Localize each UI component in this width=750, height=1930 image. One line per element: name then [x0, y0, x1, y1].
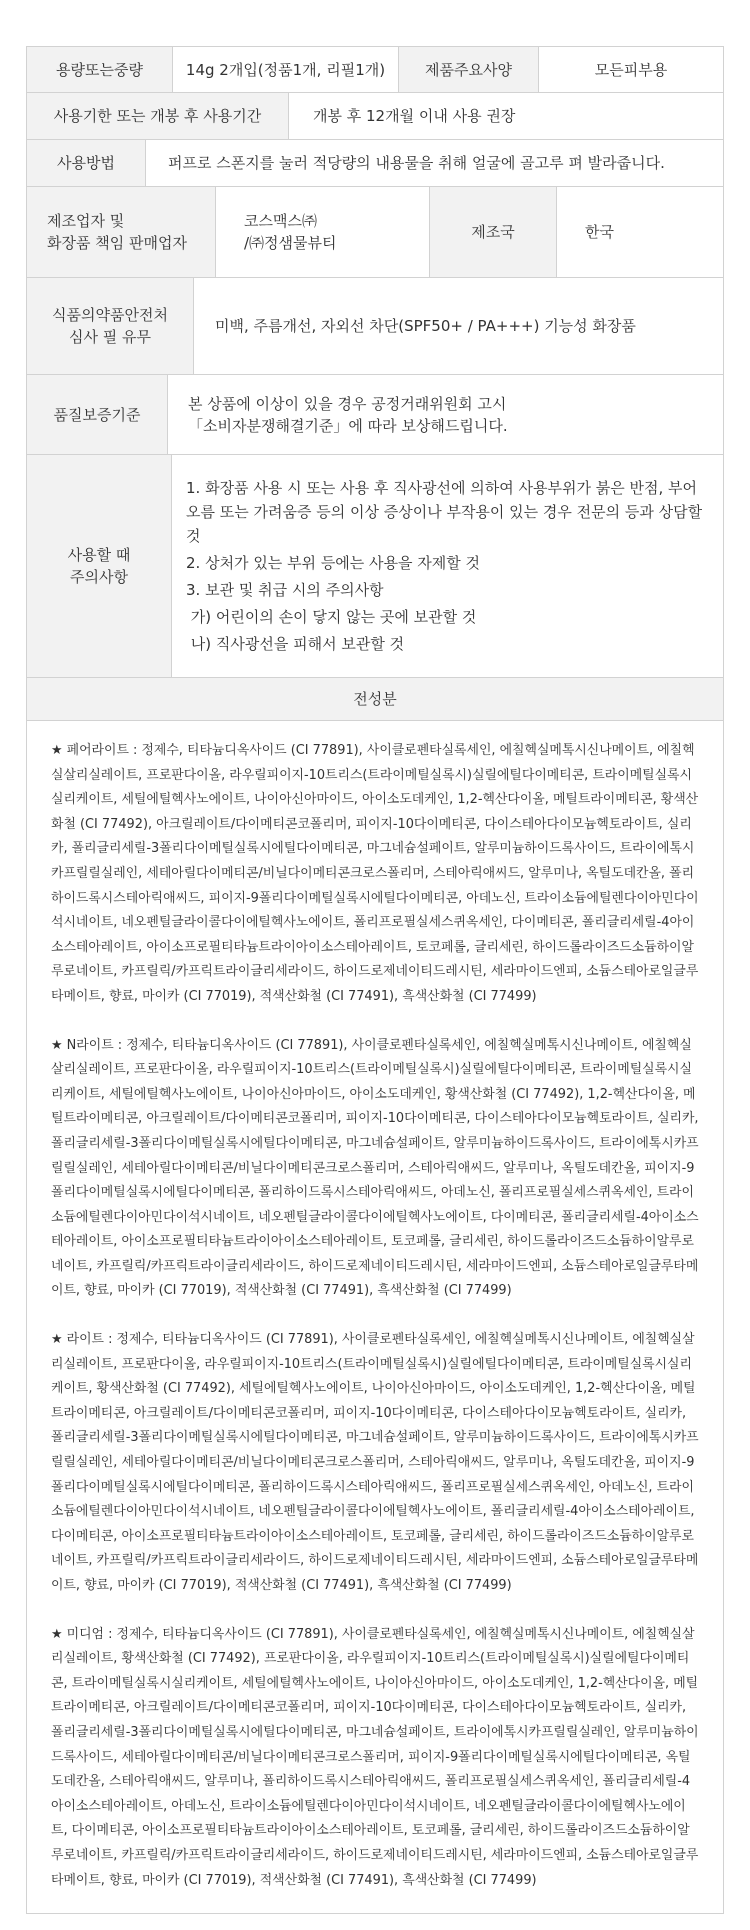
ingredients-n-light: ★ N라이트 : 정제수, 티타늄디옥사이드 (CI 77891), 사이클로펜타실록세인, 에칠헥실메톡시신나메이트, 에칠헥실살리실레이트, 프로판다이올, 라우릴피이지-10트리스(트라이메틸실록시)실릴에틸다이메티콘, 트라이메틸실록시실리케이트, 세틸에틸헥사노에이트, 나이아신아마이드, 아이소도데케인, 황색산화철 (CI 77492), 1,2-헥산다이올, 메틸트라이메티콘, 아크릴레이트/다이메티콘코폴리머, 피이지-10다이메티콘, 다이스테아다이모늄헥토라이트, 실리카, 폴리글리세릴-3폴리다이메틸실록시에틸다이메티콘, 마그네슘설페이트, 알루미늄하이드록사이드, 트라이에톡시카프릴릴실레인, 세테아릴다이메티콘/비닐다이메티콘크로스폴리머, 스테아릭애씨드, 알루미나, 옥틸도데칸올, 피이지-9폴리다이메틸실록시에틸다이메티콘, 폴리하이드록시스테아릭애씨드, 아데노신, 폴리프로필실세스퀴옥세인, 트라이소듐에틸렌다이아민다이석시네이트, 네오펜틸글라이콜다이에틸헥사노에이트, 다이메티콘, 폴리글리세릴-4아이소스테아레이트, 아이소프로필티타늄트라이아이소스테아레이트, 토코페롤, 글리세린, 하이드롤라이즈드소듐하이알루로네이트, 카프릴릭/카프릭트라이글리세라이드, 하이드로제네이티드레시틴, 세라마이드엔피, 소듐스테아로일글루타메이트, 향료, 마이카 (CI 77019), 적색산화철 (CI 77491), 흑색산화철 (CI 77499) — [51, 1037, 699, 1299]
caution-item-1: 1. 화장품 사용 시 또는 사용 후 직사광선에 의하여 사용부위가 붉은 반점, 부어오름 또는 가려움증 등의 이상 증상이나 부작용이 있는 경우 전문의 등과 상담할 것 — [186, 479, 703, 545]
caution-item-3b: 나) 직사광선을 피해서 보관할 것 — [186, 635, 405, 653]
usage-value: 퍼프로 스폰지를 눌러 적당량의 내용물을 취해 얼굴에 골고루 펴 발라줍니다. — [145, 140, 723, 186]
mfds-label-line2: 심사 필 유무 — [69, 328, 151, 346]
maker-label-line2: 화장품 책임 판매업자 — [47, 234, 187, 252]
quality-value — [167, 375, 723, 454]
origin-value: 한국 — [556, 187, 723, 277]
maker-label — [27, 187, 215, 277]
spec-label: 제품주요사양 — [398, 47, 538, 92]
caution-item-3a: 가) 어린이의 손이 닿지 않는 곳에 보관할 것 — [186, 608, 477, 626]
caution-item-3: 3. 보관 및 취급 시의 주의사항 — [186, 581, 384, 599]
quality-label: 품질보증기준 — [27, 375, 167, 454]
usage-label: 사용방법 — [27, 140, 145, 186]
origin-label: 제조국 — [429, 187, 556, 277]
ingredients-body — [27, 721, 723, 1913]
caution-label-line1: 사용할 때 — [67, 546, 131, 564]
caution-content — [171, 455, 723, 677]
ingredients-pearl: ★ 페어라이트 : 정제수, 티타늄디옥사이드 (CI 77891), 사이클로펜타실록세인, 에칠헥실메톡시신나메이트, 에칠헥실살리실레이트, 프로판다이올, 라우릴피이지-10트리스(트라이메틸실록시)실릴에틸다이메티콘, 트라이메틸실록시실리케이트, 세틸에틸헥사노에이트, 나이아신아마이드, 아이소도데케인, 1,2-헥산다이올, 메틸트라이메티콘, 황색산화철 (CI 77492), 아크릴레이트/다이메티콘코폴리머, 피이지-10다이메티콘, 다이스테아다이모늄헥토라이트, 실리카, 폴리글리세릴-3폴리다이메틸실록시에틸다이메티콘, 마그네슘설페이트, 알루미늄하이드록사이드, 트라이에톡시카프릴릴실레인, 세테아릴다이메티콘/비닐다이메티콘크로스폴리머, 스테아릭애씨드, 알루미나, 옥틸도데칸올, 폴리하이드록시스테아릭애씨드, 피이지-9폴리다이메틸실록시에틸다이메티콘, 아데노신, 트라이소듐에틸렌다이아민다이석시네이트, 네오펜틸글라이콜다이에틸헥사노에이트, 폴리프로필실세스퀴옥세인, 다이메티콘, 폴리글리세릴-4아이소스테아레이트, 아이소프로필티타늄트라이아이소스테아레이트, 토코페롤, 글리세린, 하이드롤라이즈드소듐하이알루로네이트, 카프릴릭/카프릭트라이글리세라이드, 하이드로제네이티드레시틴, 세라마이드엔피, 소듐스테아로일글루타메이트, 향료, 마이카 (CI 77019), 적색산화철 (CI 77491), 흑색산화철 (CI 77499) — [51, 743, 699, 1004]
quality-row — [27, 375, 723, 455]
maker-value-line2: /㈜정샘물뷰티 — [244, 234, 337, 252]
mfds-label — [27, 278, 193, 374]
spec-value: 모든피부용 — [538, 47, 723, 92]
expiry-value: 개봉 후 12개월 이내 사용 권장 — [288, 93, 723, 139]
capacity-label: 용량또는중량 — [27, 47, 172, 92]
caution-item-2: 2. 상처가 있는 부위 등에는 사용을 자제할 것 — [186, 554, 481, 572]
expiry-label: 사용기한 또는 개봉 후 사용기간 — [27, 93, 288, 139]
quality-value-line1: 본 상품에 이상이 있을 경우 공정거래위원회 고시 — [188, 394, 507, 413]
caution-label-line2: 주의사항 — [70, 568, 128, 586]
expiry-row — [27, 93, 723, 140]
ingredients-medium: ★ 미디엄 : 정제수, 티타늄디옥사이드 (CI 77891), 사이클로펜타실록세인, 에칠헥실메톡시신나메이트, 에칠헥실살리실레이트, 황색산화철 (CI 77492), 프로판다이올, 라우릴피이지-10트리스(트라이메틸실록시)실릴에틸다이메티콘, 트라이메틸실록시실리케이트, 세틸에틸헥사노에이트, 나이아신아마이드, 아이소도데케인, 1,2-헥산다이올, 메틸트라이메티콘, 아크릴레이트/다이메티콘코폴리머, 피이지-10다이메티콘, 다이스테아다이모늄헥토라이트, 실리카, 폴리글리세릴-3폴리다이메틸실록시에틸다이메티콘, 마그네슘설페이트, 트라이에톡시카프릴릴실레인, 알루미늄하이드록사이드, 세테아릴다이메티콘/비닐다이메티콘크로스폴리머, 피이지-9폴리다이메틸실록시에틸다이메티콘, 옥틸도데칸올, 스테아릭애씨드, 알루미나, 폴리하이드록시스테아릭애씨드, 폴리프로필실세스퀴옥세인, 폴리글리세릴-4아이소스테아레이트, 아데노신, 트라이소듐에틸렌다이아민다이석시네이트, 네오펜틸글라이콜다이에틸헥사노에이트, 다이메티콘, 아이소프로필티타늄트라이아이소스테아레이트, 토코페롤, 글리세린, 하이드롤라이즈드소듐하이알루로네이트, 카프릴릭/카프릭트라이글리세라이드, 하이드로제네이티드레시틴, 세라마이드엔피, 소듐스테아로일글루타메이트, 향료, 마이카 (CI 77019), 적색산화철 (CI 77491), 흑색산화철 (CI 77499) — [51, 1626, 699, 1888]
capacity-value: 14g 2개입(정품1개, 리필1개) — [172, 47, 398, 92]
product-info-table — [26, 46, 724, 1914]
mfds-value: 미백, 주름개선, 자외선 차단(SPF50+ / PA+++) 기능성 화장품 — [193, 278, 723, 374]
maker-value — [215, 187, 429, 277]
usage-row — [27, 140, 723, 187]
ingredients-light: ★ 라이트 : 정제수, 티타늄디옥사이드 (CI 77891), 사이클로펜타실록세인, 에칠헥실메톡시신나메이트, 에칠헥실살리실레이트, 프로판다이올, 라우릴피이지-10트리스(트라이메틸실록시)실릴에틸다이메티콘, 트라이메틸실록시실리케이트, 황색산화철 (CI 77492), 세틸에틸헥사노에이트, 나이아신아마이드, 아이소도데케인, 1,2-헥산다이올, 메틸트라이메티콘, 아크릴레이트/다이메티콘코폴리머, 피이지-10다이메티콘, 다이스테아다이모늄헥토라이트, 실리카, 폴리글리세릴-3폴리다이메틸실록시에틸다이메티콘, 마그네슘설페이트, 알루미늄하이드록사이드, 트라이에톡시카프릴릴실레인, 세테아릴다이메티콘/비닐다이메티콘크로스폴리머, 스테아릭애씨드, 알루미나, 옥틸도데칸올, 피이지-9폴리다이메틸실록시에틸다이메티콘, 폴리하이드록시스테아릭애씨드, 폴리프로필실세스퀴옥세인, 아데노신, 트라이소듐에틸렌다이아민다이석시네이트, 네오펜틸글라이콜다이에틸헥사노에이트, 폴리글리세릴-4아이소스테아레이트, 다이메티콘, 아이소프로필티타늄트라이아이소스테아레이트, 토코페롤, 글리세린, 하이드롤라이즈드소듐하이알루로네이트, 카프릴릭/카프릭트라이글리세라이드, 하이드로제네이티드레시틴, 세라마이드엔피, 소듐스테아로일글루타메이트, 향료, 마이카 (CI 77019), 적색산화철 (CI 77491), 흑색산화철 (CI 77499) — [51, 1332, 699, 1593]
capacity-row — [27, 47, 723, 93]
mfds-row — [27, 278, 723, 375]
mfds-label-line1: 식품의약품안전처 — [52, 306, 168, 324]
maker-value-line1: 코스맥스㈜ — [244, 212, 317, 230]
maker-row — [27, 187, 723, 278]
caution-list — [172, 473, 723, 659]
caution-label — [27, 455, 171, 677]
ingredients-title: 전성분 — [27, 678, 723, 721]
maker-label-line1: 제조업자 및 — [47, 212, 125, 230]
caution-row — [27, 455, 723, 678]
quality-value-line2: 「소비자분쟁해결기준」에 따라 보상해드립니다. — [188, 416, 508, 435]
